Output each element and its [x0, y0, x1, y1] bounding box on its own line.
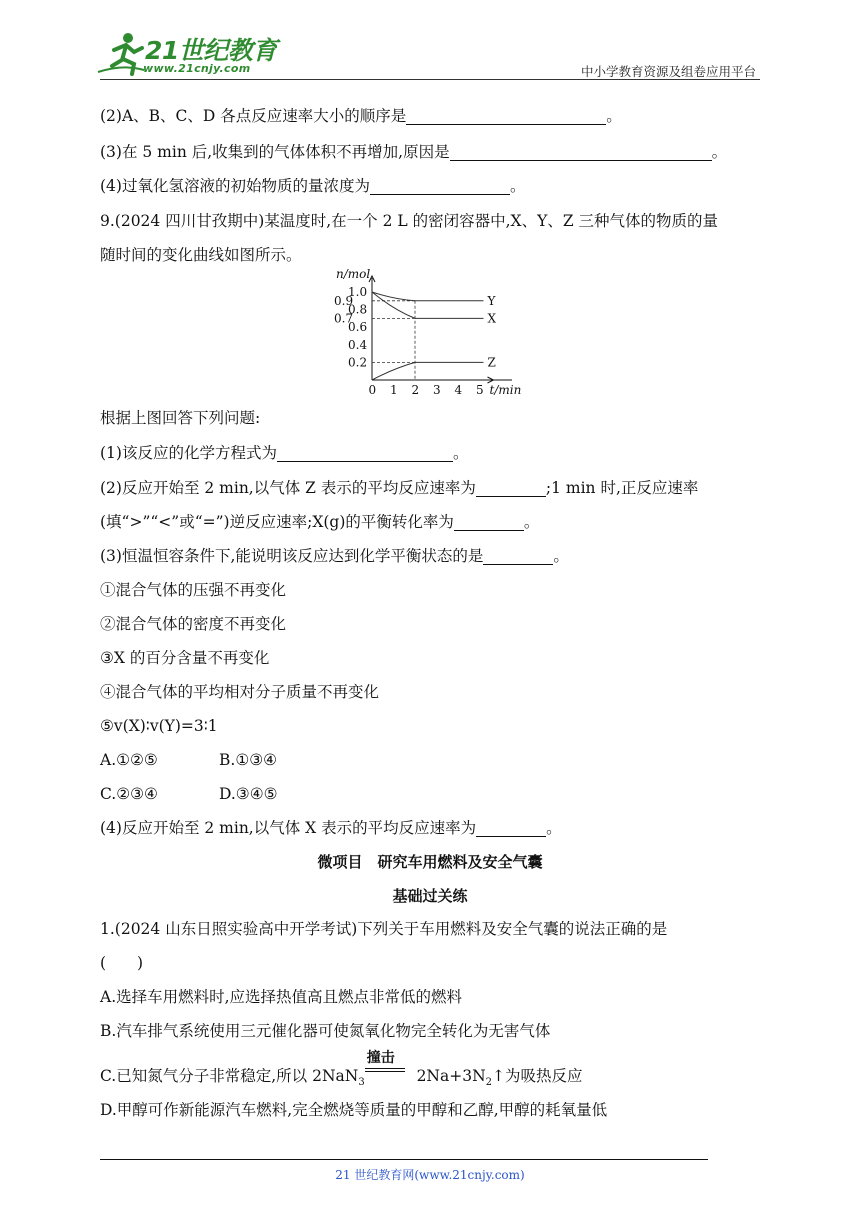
q1-option-d[interactable]: D.甲醇可作新能源汽车燃料,完全燃烧等质量的甲醇和乙醇,甲醇的耗氧量低: [100, 1101, 608, 1119]
answer-blank[interactable]: [370, 178, 510, 195]
series-line-z: [372, 362, 484, 380]
y-tick-label: 0.8: [348, 302, 368, 317]
y-tick-label: 0.6: [348, 320, 368, 335]
q1-option-b[interactable]: B.汽车排气系统使用三元催化器可使氮氧化物完全转化为无害气体: [100, 1022, 551, 1040]
series-label-x: X: [487, 311, 497, 326]
x-tick-label: 5: [476, 383, 484, 397]
y-axis-label: n/mol: [336, 268, 371, 281]
footer-text: 21 世纪教育网(www.21cnjy.com): [335, 1168, 525, 1182]
answer-blank[interactable]: [277, 445, 453, 462]
option-2: ②混合气体的密度不再变化: [100, 615, 287, 633]
amount-time-chart: [326, 268, 536, 398]
y-tick-label: 0.2: [348, 355, 368, 370]
answer-blank[interactable]: [476, 820, 546, 837]
y-tick-label: 0.9: [334, 293, 354, 308]
q9-part3: (3)恒温恒容条件下,能说明该反应达到化学平衡状态的是 。: [100, 547, 569, 565]
q8-part3: (3)在 5 min 后,收集到的气体体积不再增加,原因是 。: [100, 143, 728, 161]
option-1: ①混合气体的压强不再变化: [100, 581, 287, 599]
footer-divider: [100, 1159, 708, 1160]
x-tick-label: 3: [433, 383, 441, 397]
q1-stem-line2: ( ): [100, 954, 144, 972]
x-axis-label: t/min: [489, 383, 522, 397]
q9-part1: (1)该反应的化学方程式为 。: [100, 444, 469, 462]
answer-blank[interactable]: [406, 108, 606, 125]
q1-option-c[interactable]: C.已知氮气分子非常稳定,所以 2NaN$_3$ 撞击 $2Na+3N_2↑$为吸热反应: [100, 1050, 583, 1089]
choice-d[interactable]: D.③④⑤: [219, 785, 278, 803]
header-divider: [100, 79, 760, 80]
y-tick-label: 0.4: [348, 337, 368, 352]
choice-b[interactable]: B.①③④: [219, 751, 278, 769]
logo-text: 21世纪教育: [145, 36, 277, 65]
q9-stem-line2: 随时间的变化曲线如图所示。: [100, 246, 302, 264]
x-tick-label: 0: [368, 383, 377, 397]
answer-blank[interactable]: [454, 514, 524, 531]
reaction-condition: 撞击: [365, 1065, 407, 1087]
page-header: [0, 0, 860, 82]
q9-part2-line2: (填“>”“<”或“=”)逆反应速率;X(g)的平衡转化率为 。: [100, 513, 540, 531]
q1-stem-line1: 1.(2024 山东日照实验高中开学考试)下列关于车用燃料及安全气囊的说法正确的是: [100, 920, 668, 938]
option-4: ④混合气体的平均相对分子质量不再变化: [100, 683, 380, 701]
y-tick-label: 0.7: [334, 311, 354, 326]
q9-stem-line1: 9.(2024 四川甘孜期中)某温度时,在一个 2 L 的密闭容器中,X、Y、Z 三种气体的物质的量: [100, 212, 719, 230]
answer-blank[interactable]: [483, 548, 553, 565]
series-label-y: Y: [487, 293, 496, 308]
choice-a[interactable]: A.①②⑤: [100, 751, 158, 769]
answer-blank[interactable]: [476, 480, 546, 497]
q9-part4: (4)反应开始至 2 min,以气体 X 表示的平均反应速率为 。: [100, 819, 562, 837]
series-line-y: [372, 292, 484, 301]
logo-url: www.21cnjy.com: [143, 62, 251, 75]
section-subtitle: 基础过关练: [392, 887, 468, 905]
q8-part2: (2)A、B、C、D 各点反应速率大小的顺序是 。: [100, 107, 622, 125]
option-3: ③X 的百分含量不再变化: [100, 649, 270, 667]
q9-intro: 根据上图回答下列问题:: [100, 409, 261, 427]
option-5: ⑤v(X)∶v(Y)=3∶1: [100, 717, 218, 735]
answer-blank[interactable]: [450, 144, 712, 161]
section-title: 微项目 研究车用燃料及安全气囊: [317, 853, 543, 871]
x-tick-label: 2: [411, 383, 420, 397]
q9-part2-line1: (2)反应开始至 2 min,以气体 Z 表示的平均反应速率为 ;1 min 时,正反应速率: [100, 479, 699, 497]
platform-name: 中小学教育资源及组卷应用平台: [580, 64, 756, 79]
q1-option-a[interactable]: A.选择车用燃料时,应选择热值高且燃点非常低的燃料: [100, 988, 463, 1006]
series-line-x: [372, 292, 484, 318]
y-tick-label: 1.0: [348, 285, 368, 299]
q8-part4: (4)过氧化氢溶液的初始物质的量浓度为 。: [100, 177, 526, 195]
x-tick-label: 1: [390, 383, 398, 397]
choice-c[interactable]: C.②③④: [100, 785, 158, 803]
series-label-z: Z: [487, 355, 496, 370]
x-tick-label: 4: [454, 383, 463, 397]
